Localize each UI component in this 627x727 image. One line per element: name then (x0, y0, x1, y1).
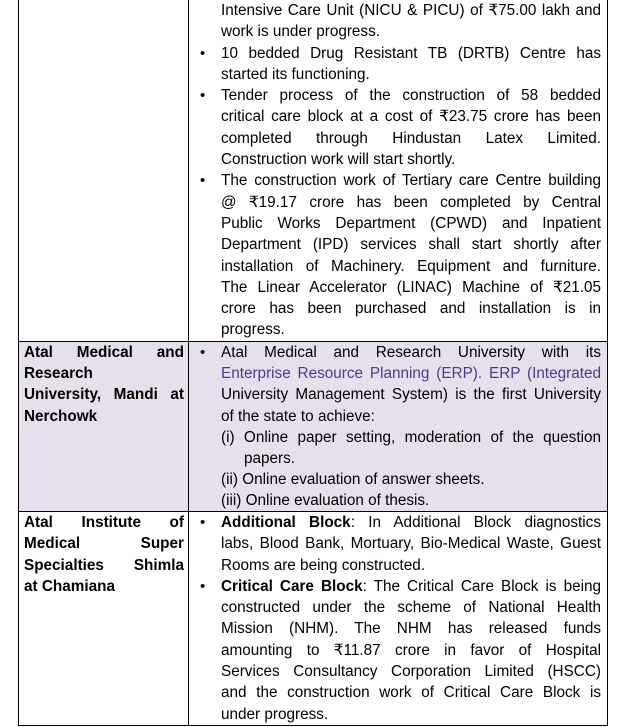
text-line: of the state to achieve: (221, 407, 375, 425)
bullet-icon: • (200, 577, 206, 595)
bullet-heading: Critical Care Block (221, 577, 363, 595)
list-item (194, 170, 601, 340)
table-row (19, 0, 608, 341)
details-cell (189, 341, 608, 511)
bullet-icon: • (200, 343, 206, 361)
text-line: Rooms are being constructed. (221, 556, 426, 574)
text-line: amounting to ₹11.87 crore in favor of Hospital (221, 641, 601, 659)
text-line: Department (IPD) services shall start shortly after (221, 236, 601, 254)
sub-item: (iii) Online evaluation of thesis. (221, 491, 430, 509)
text-line: Atal Institute of (24, 513, 184, 531)
text-line: The Linear Accelerator (LINAC) Machine of ₹21.05 (221, 278, 601, 296)
text-line: started its functioning. (221, 65, 370, 83)
sub-items (194, 427, 601, 511)
text-line: Intensive Care Unit (NICU & PICU) of ₹75.00 lakh and (221, 2, 601, 19)
text-line: 10 bedded Drug Resistant TB (DRTB) Centre has (221, 44, 601, 62)
sub-item: (ii) Online evaluation of answer sheets. (221, 470, 485, 488)
text-line (221, 576, 601, 597)
bullet-icon: • (200, 172, 206, 190)
text-line (221, 342, 601, 363)
text-line (221, 512, 601, 533)
text-line: Services Consultancy Corporation Limited (HSCC) (221, 663, 601, 681)
details-cell (189, 511, 608, 725)
text-line: Medical Super (24, 535, 184, 553)
sub-item: papers. (244, 449, 296, 467)
bullet-heading: Additional Block (221, 513, 351, 531)
text-line: completed through Hindustan Latex Limited. (221, 129, 601, 147)
text-line: Tender process of the construction of 58 bedded (221, 87, 601, 105)
text-line: work is under progress. (221, 23, 380, 41)
table-row (19, 341, 608, 511)
bullet-list (194, 43, 601, 341)
institution-name (24, 342, 184, 427)
text-line: constructed under the scheme of National Health (221, 599, 601, 617)
text-line: Nerchowk (24, 407, 98, 425)
list-item (194, 512, 601, 576)
bullet-list (194, 512, 601, 725)
list-item (194, 576, 601, 725)
text-line: Specialties Shimla (24, 556, 184, 574)
continuation-text (194, 0, 601, 43)
bullet-list (194, 342, 601, 427)
bullet-icon: • (200, 87, 206, 105)
text-line: Public Works Department (CPWD) and Inpatient (221, 214, 601, 232)
bullet-icon: • (200, 513, 206, 531)
text-line: at Chamiana (24, 577, 115, 595)
text-line: Research (24, 365, 93, 383)
text-line: and the construction work of Critical Care Block is (221, 684, 601, 702)
text-line: critical care block at a cost of ₹23.75 crore has been (221, 108, 601, 126)
text-span: : In Additional Block diagnostics (350, 513, 601, 531)
table-row (19, 511, 608, 725)
text-line: progress. (221, 321, 285, 339)
institution-name (24, 512, 184, 597)
text-line: Enterprise Resource Planning (ERP). ERP (Integrated (221, 365, 601, 383)
text-line: Construction work will start shortly. (221, 151, 456, 169)
text-line: Mission (NHM). The NHM has released funds (221, 620, 601, 638)
sub-item: (i) Online paper setting, moderation of the question (221, 428, 601, 446)
list-item (194, 43, 601, 86)
text-line: University Management System) is the first University (221, 386, 601, 404)
text-span: Atal Medical and Research University with its (221, 343, 601, 361)
text-line: @ ₹19.17 crore has been completed by Central (221, 193, 601, 211)
text-line: crore has been purchased and installation is in (221, 300, 601, 318)
institution-cell (19, 0, 189, 341)
list-item (194, 342, 601, 427)
text-span: : The Critical Care Block is being (362, 577, 601, 595)
list-item (194, 85, 601, 170)
institution-cell (19, 341, 189, 511)
text-line: under progress. (221, 705, 329, 723)
text-line: Atal Medical and (24, 343, 184, 361)
text-line: labs, Blood Bank, Mortuary, Bio-Medical Waste, Guest (221, 535, 601, 553)
text-line: University, Mandi at (24, 386, 184, 404)
bullet-icon: • (200, 44, 206, 62)
text-line: installation of Machinery. Equipment and furniture. (221, 257, 601, 275)
institution-cell (19, 511, 189, 725)
text-line: The construction work of Tertiary care Centre building (221, 172, 601, 190)
details-cell (189, 0, 608, 341)
institutions-table (18, 0, 608, 726)
